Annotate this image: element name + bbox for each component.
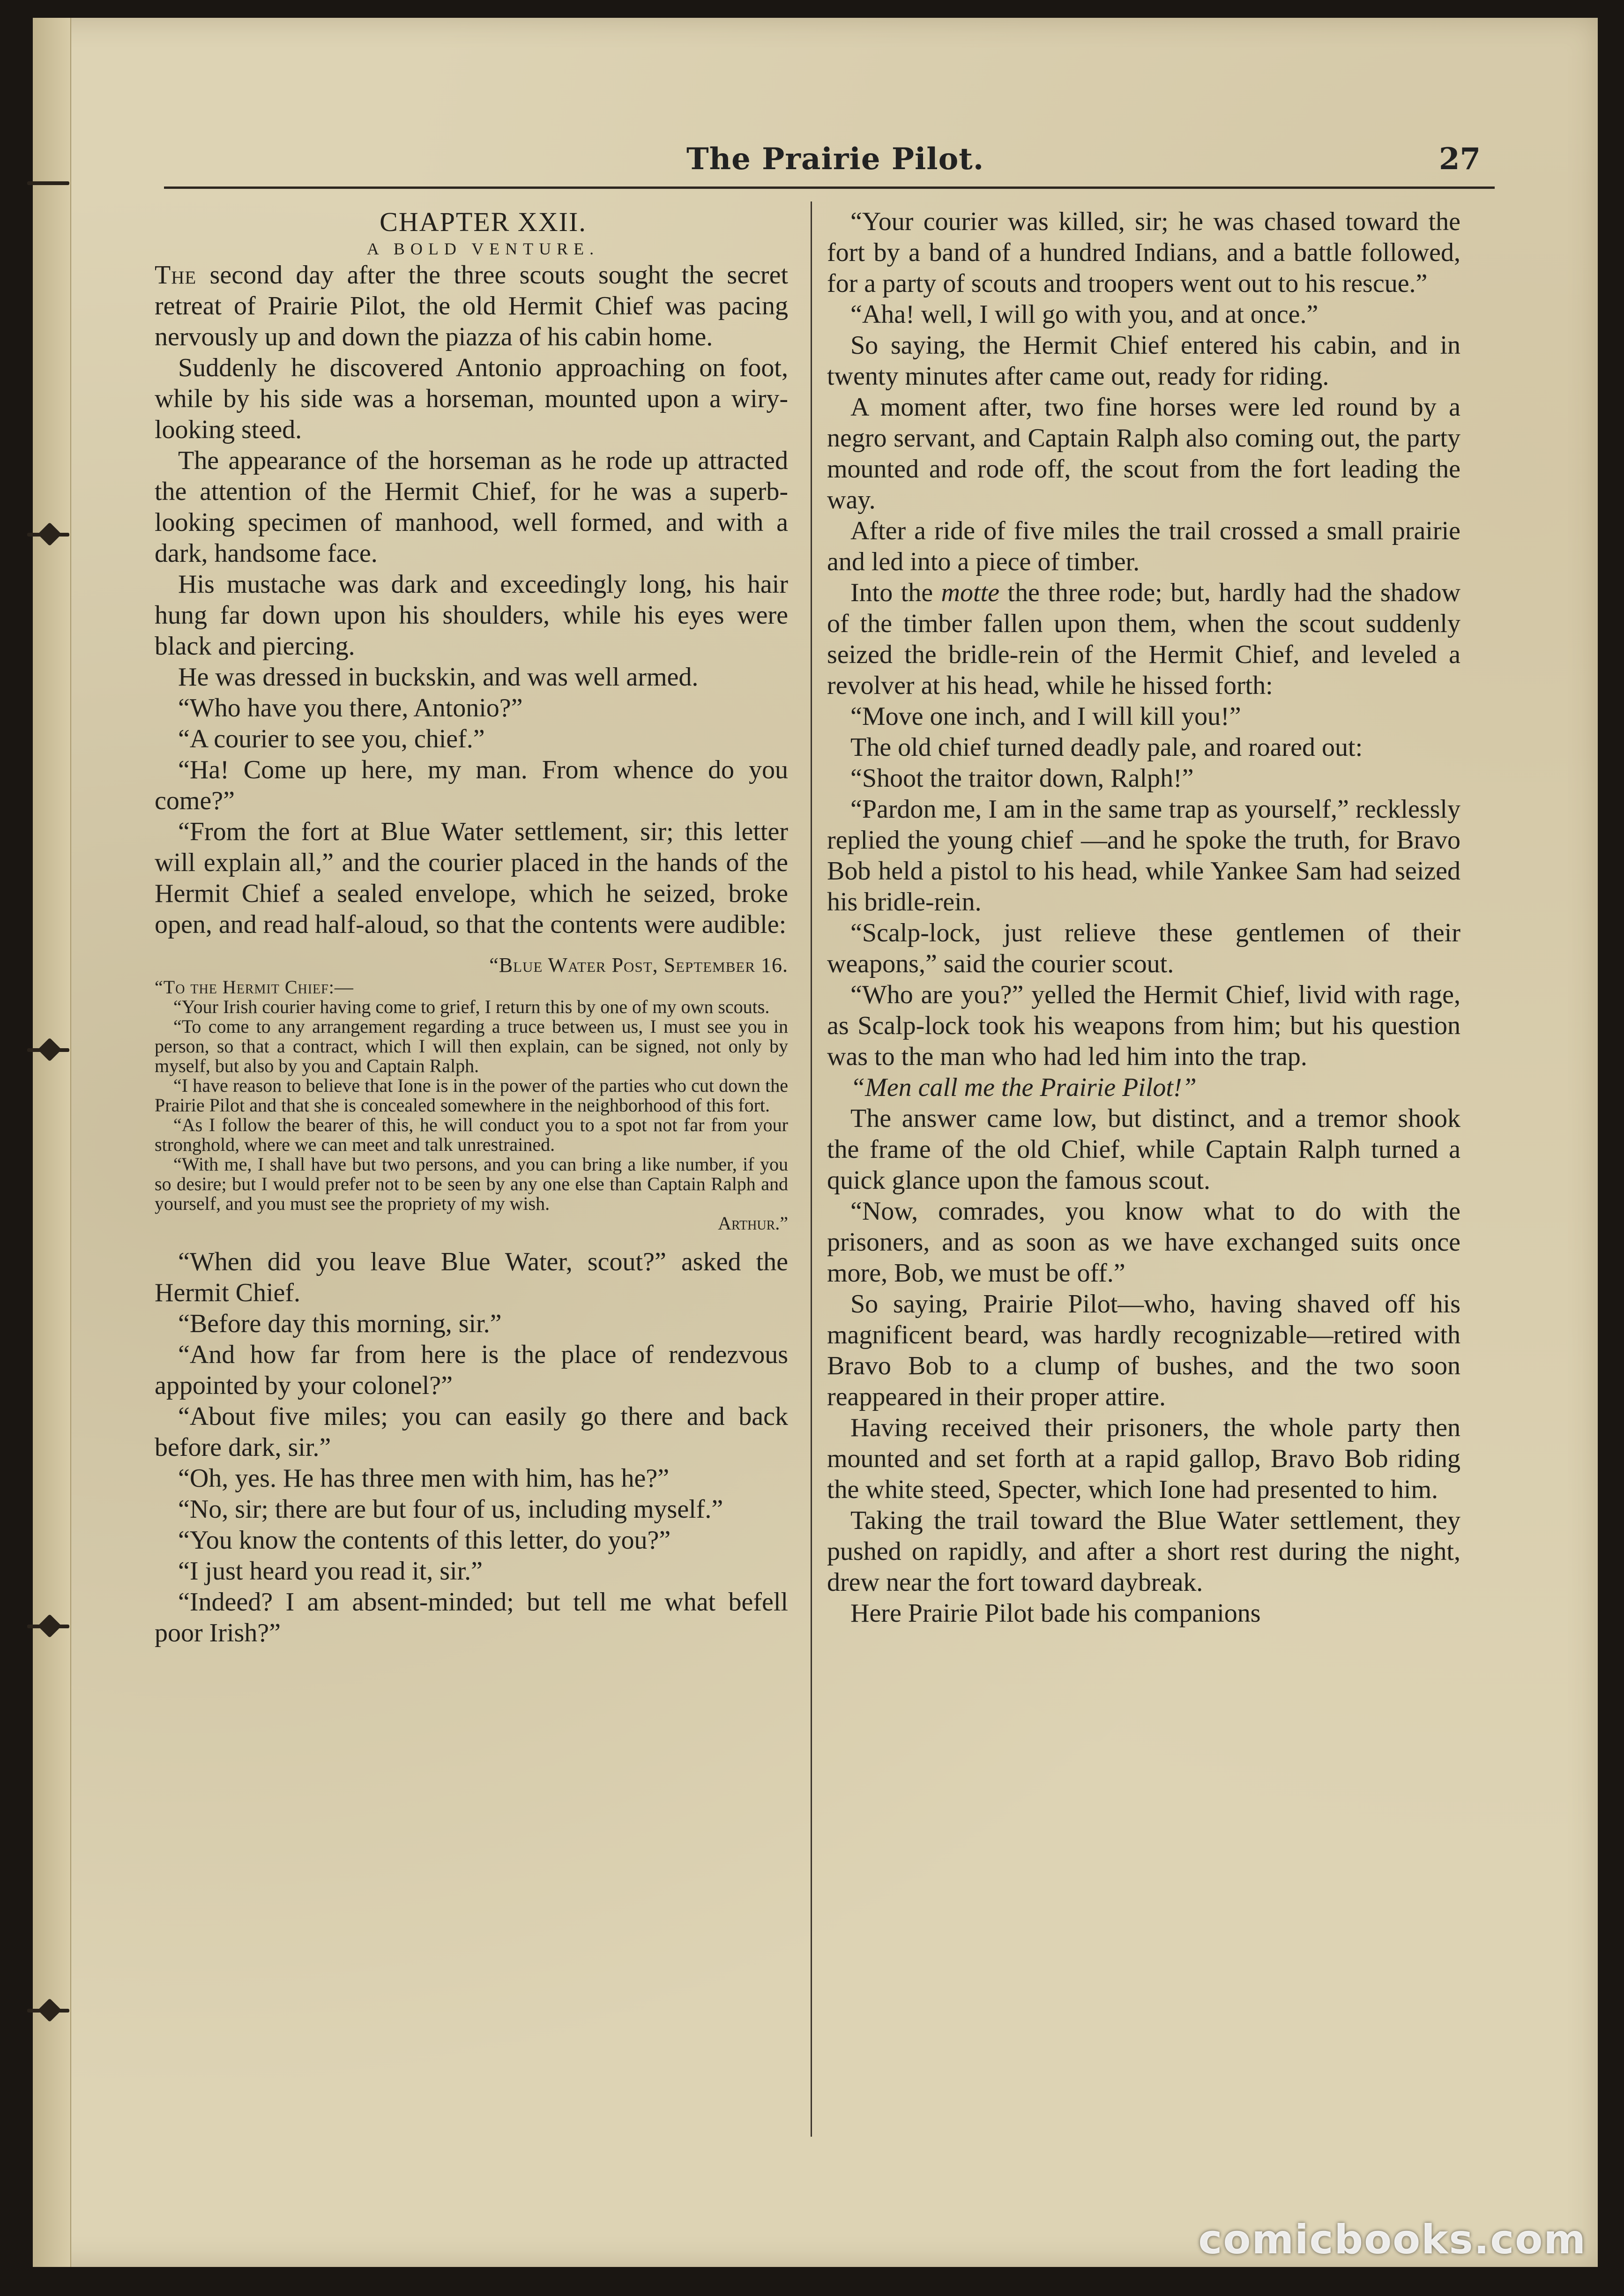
letter-paragraph: “I have reason to believe that Ione is in the power of the parties who cut down the Prairie Pilot and that she is concealed somewhere in the neighborhood of this fort. bbox=[155, 1075, 788, 1116]
paragraph: “Shoot the traitor down, Ralph!” bbox=[850, 764, 1194, 793]
column-divider bbox=[811, 201, 812, 2137]
paragraph: “Now, comrades, you know what to do with the prisoners, and as soon as we have exchanged suits once more, Bob, we must be off.” bbox=[827, 1197, 1460, 1288]
site-watermark: comicbooks.com bbox=[1198, 2216, 1587, 2263]
paragraph: Taking the trail toward the Blue Water settlement, they pushed on rapidly, and after a short rest during the night, drew near the fort toward daybreak. bbox=[827, 1506, 1460, 1597]
paragraph: “Pardon me, I am in the same trap as yourself,” recklessly replied the young chief —and he spoke the truth, for Bravo Bob held a pistol to his head, while Yankee Sam had seized his bridle-rein. bbox=[827, 795, 1460, 917]
binding-staple-icon bbox=[27, 1044, 69, 1056]
binding-gutter bbox=[33, 18, 71, 2267]
paragraph: A moment after, two fine horses were led round by a negro servant, and Captain Ralph also coming out, the party mounted and rode off, the scout from the fort leading the way. bbox=[827, 393, 1460, 514]
letter-signature: Arthur.” bbox=[718, 1213, 788, 1234]
paragraph: Suddenly he discovered Antonio approaching on foot, while by his side was a horseman, mounted upon a wiry-looking steed. bbox=[155, 353, 788, 444]
header-rule bbox=[164, 186, 1495, 189]
right-column bbox=[827, 206, 1460, 1629]
letter-paragraph: “To come to any arrangement regarding a truce between us, I must see you in person, so that a contract, which I will then explain, can be signed, not only by myself, but also by you and Captain Ralph. bbox=[155, 1016, 788, 1076]
chapter-subtitle: A BOLD VENTURE. bbox=[366, 239, 600, 258]
paragraph: “Who are you?” yelled the Hermit Chief, livid with rage, as Scalp-lock took his weapons from him; but his question was to the man who had led him into the trap. bbox=[827, 980, 1460, 1071]
paragraph: The appearance of the horseman as he rode up attracted the attention of the Hermit Chief, for he was a superb-looking specimen of manhood, well formed, and with a dark, handsome face. bbox=[155, 446, 788, 568]
paragraph: “I just heard you read it, sir.” bbox=[178, 1557, 483, 1586]
paragraph: His mustache was dark and exceedingly long, his hair hung far down upon his shoulders, while his eyes were black and piercing. bbox=[155, 570, 788, 661]
binding-staple-icon bbox=[27, 529, 69, 541]
binding-staple-icon bbox=[27, 2005, 69, 2017]
chapter-heading: CHAPTER XXII. bbox=[380, 207, 587, 237]
paragraph: “Ha! Come up here, my man. From whence do you come?” bbox=[155, 755, 788, 815]
paragraph: “Before day this morning, sir.” bbox=[178, 1309, 502, 1338]
binding-staple-icon bbox=[27, 177, 69, 189]
paragraph: “A courier to see you, chief.” bbox=[178, 724, 485, 753]
paragraph: “And how far from here is the place of rendezvous appointed by your colonel?” bbox=[155, 1340, 788, 1400]
paragraph: “Move one inch, and I will kill you!” bbox=[850, 702, 1241, 731]
paragraph: “Men call me the Prairie Pilot!” bbox=[850, 1073, 1197, 1102]
paragraph: “Who have you there, Antonio?” bbox=[178, 693, 523, 723]
paragraph: The answer came low, but distinct, and a tremor shook the frame of the old Chief, while Captain Ralph turned a quick glance upon the famous scout. bbox=[827, 1104, 1460, 1195]
paragraph: “You know the contents of this letter, do you?” bbox=[178, 1526, 671, 1555]
letter-paragraph: “As I follow the bearer of this, he will conduct you to a spot not far from your stronghold, where we can meet and talk unrestrained. bbox=[155, 1114, 788, 1155]
embedded-letter bbox=[155, 953, 788, 1233]
paragraph: The old chief turned deadly pale, and roared out: bbox=[850, 733, 1363, 762]
page-number: 27 bbox=[1438, 142, 1481, 177]
paragraph: So saying, the Hermit Chief entered his cabin, and in twenty minutes after came out, ready for riding. bbox=[827, 331, 1460, 391]
paragraph: Having received their prisoners, the whole party then mounted and set forth at a rapid gallop, Bravo Bob riding the white steed, Specter, which Ione had presented to him. bbox=[827, 1413, 1460, 1504]
letter-paragraph: “With me, I shall have but two persons, and you can bring a like number, if you so desire; but I would prefer not to be seen by any one else than Captain Ralph and yourself, and you must see the propriety of my wish. bbox=[155, 1154, 788, 1214]
letter-salutation: “To the Hermit Chief:— bbox=[155, 977, 354, 998]
letter-paragraph: “Your Irish courier having come to grief, I return this by one of my own scouts. bbox=[173, 996, 770, 1017]
paragraph: “Aha! well, I will go with you, and at once.” bbox=[850, 300, 1319, 329]
paragraph: The second day after the three scouts sought the secret retreat of Prairie Pilot, the old Hermit Chief was pacing nervously up and down the piazza of his cabin home. bbox=[155, 261, 788, 351]
running-header bbox=[164, 130, 1495, 186]
lead-in: The bbox=[155, 261, 197, 290]
paragraph: “Your courier was killed, sir; he was chased toward the fort by a band of a hundred Indians, and a battle followed, for a party of scouts and troopers went out to his rescue.” bbox=[827, 207, 1460, 298]
running-title: The Prairie Pilot. bbox=[686, 142, 984, 177]
paragraph: “No, sir; there are but four of us, including myself.” bbox=[178, 1495, 723, 1524]
paragraph: He was dressed in buckskin, and was well armed. bbox=[178, 663, 699, 692]
paragraph: “Indeed? I am absent-minded; but tell me what befell poor Irish?” bbox=[155, 1588, 788, 1647]
paragraph: Into the motte the three rode; but, hardly had the shadow of the timber fallen upon them, when the scout suddenly seized the bridle-rein of the Hermit Chief, and leveled a revolver at his head, while he hissed forth: bbox=[827, 578, 1461, 700]
paragraph: “Oh, yes. He has three men with him, has he?” bbox=[178, 1464, 670, 1493]
paragraph: “From the fort at Blue Water settlement, sir; this letter will explain all,” and the courier placed in the hands of the Hermit Chief a sealed envelope, which he seized, broke open, and read half-aloud, so that the contents were audible: bbox=[155, 817, 788, 939]
paragraph: So saying, Prairie Pilot—who, having shaved off his magnificent beard, was hardly recognizable—retired with Bravo Bob to a clump of bushes, and the two soon reappeared in their proper attire. bbox=[827, 1290, 1460, 1411]
paragraph: Here Prairie Pilot bade his companions bbox=[850, 1599, 1261, 1628]
italic-word: motte bbox=[941, 578, 999, 607]
left-column bbox=[155, 206, 788, 1648]
paragraph: “About five miles; you can easily go there and back before dark, sir.” bbox=[155, 1402, 788, 1462]
letter-dateline: “Blue Water Post, September 16. bbox=[489, 954, 788, 977]
paragraph: “Scalp-lock, just relieve these gentlemen of their weapons,” said the courier scout. bbox=[827, 918, 1460, 978]
paragraph: After a ride of five miles the trail crossed a small prairie and led into a piece of timber. bbox=[827, 516, 1460, 576]
binding-staple-icon bbox=[27, 1620, 69, 1633]
paragraph: “When did you leave Blue Water, scout?” asked the Hermit Chief. bbox=[155, 1247, 788, 1307]
